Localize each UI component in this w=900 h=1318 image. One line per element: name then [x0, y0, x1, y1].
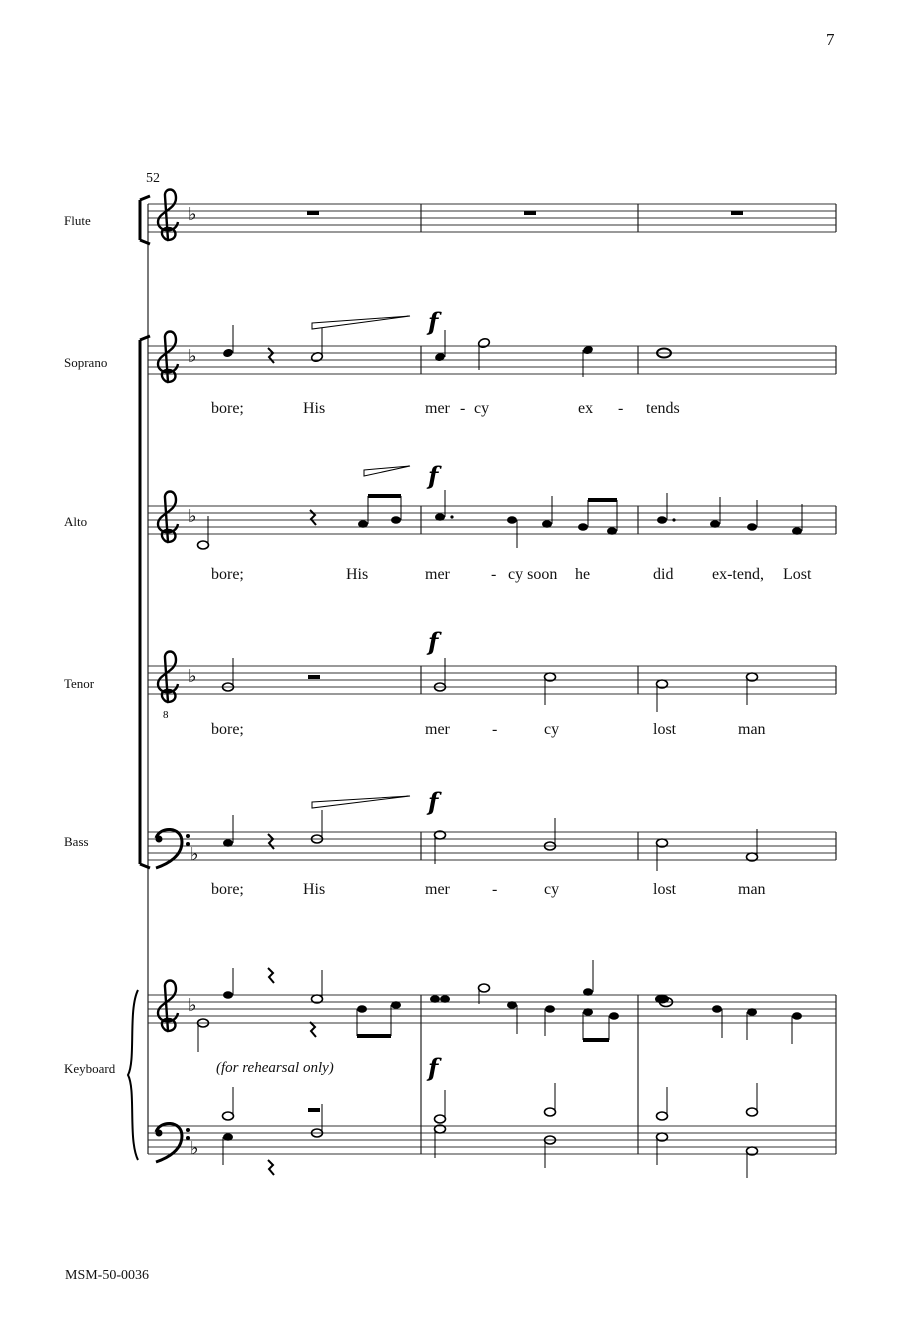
instrument-tenor: Tenor — [64, 676, 95, 691]
staff-tenor — [148, 666, 836, 694]
svg-text:♭: ♭ — [190, 844, 199, 865]
lyric-alto-2: His — [346, 566, 369, 583]
svg-text:♭: ♭ — [190, 1138, 199, 1159]
lyric-soprano-2: His — [303, 400, 326, 417]
lyric-soprano-5: cy — [474, 400, 490, 417]
keyboard-bass-notes — [223, 1083, 758, 1178]
alto-notes — [198, 466, 803, 549]
lyric-tenor-1: bore; — [211, 721, 244, 738]
tenor-octave-8: 8 — [163, 709, 169, 721]
instrument-alto: Alto — [64, 514, 88, 529]
svg-text:♭: ♭ — [188, 995, 197, 1016]
lyric-bass-7: man — [738, 881, 766, 898]
lyric-soprano-4: - — [460, 400, 466, 417]
lyric-tenor-5: lost — [653, 721, 677, 738]
dynamic-forte-soprano: f — [428, 307, 439, 336]
brace-keyboard — [128, 990, 138, 1160]
instrument-soprano: Soprano — [64, 355, 108, 370]
svg-text:♭: ♭ — [188, 506, 197, 527]
keyboard-rehearsal-note: (for rehearsal only) — [216, 1060, 334, 1076]
measure-number: 52 — [146, 171, 160, 186]
flute-rests — [307, 211, 743, 215]
page-number: 7 — [826, 30, 835, 49]
lyric-bass-2: His — [303, 881, 326, 898]
keyboard-treble-notes — [198, 960, 803, 1052]
staff-soprano — [148, 346, 836, 374]
staff-keyboard-bass — [148, 1126, 836, 1154]
catalog-code: MSM-50-0036 — [65, 1268, 150, 1283]
lyric-bass-1: bore; — [211, 881, 244, 898]
lyric-alto-1: bore; — [211, 566, 244, 583]
lyric-soprano-7: - — [618, 400, 624, 417]
lyric-tenor-4: cy — [544, 721, 560, 738]
staff-keyboard-treble — [148, 995, 836, 1023]
lyric-bass-6: lost — [653, 881, 677, 898]
svg-text:♭: ♭ — [188, 346, 197, 367]
lyric-alto-4: - — [491, 566, 497, 583]
lyric-tenor-6: man — [738, 721, 766, 738]
instrument-flute: Flute — [64, 213, 91, 228]
dynamic-forte-alto: f — [428, 461, 439, 490]
lyric-soprano-8: tends — [646, 400, 680, 417]
instrument-keyboard: Keyboard — [64, 1061, 116, 1076]
treble-clefs — [158, 190, 178, 1032]
staff-alto — [148, 506, 836, 534]
lyric-bass-3: mer — [425, 881, 450, 898]
staff-bass — [148, 832, 836, 860]
staff-flute — [148, 204, 836, 232]
lyric-soprano-6: ex — [578, 400, 594, 417]
instrument-bass: Bass — [64, 834, 89, 849]
lyric-tenor-3: - — [492, 721, 498, 738]
lyric-alto-3: mer — [425, 566, 450, 583]
lyric-alto-8: ex-tend, — [712, 566, 764, 583]
lyric-alto-5: cy soon — [508, 566, 558, 583]
lyric-alto-9: Lost — [783, 566, 812, 583]
dynamic-forte-tenor: f — [428, 627, 439, 656]
lyric-alto-6: he — [575, 566, 591, 583]
lyric-bass-4: - — [492, 881, 498, 898]
lyric-soprano-3: mer — [425, 400, 450, 417]
dynamic-forte-keyboard: f — [428, 1053, 439, 1082]
dynamic-forte-bass: f — [428, 787, 439, 816]
svg-text:♭: ♭ — [188, 204, 197, 225]
lyric-alto-7: did — [653, 566, 674, 583]
svg-text:♭: ♭ — [188, 666, 197, 687]
lyric-bass-5: cy — [544, 881, 560, 898]
lyric-tenor-2: mer — [425, 721, 450, 738]
lyric-soprano-1: bore; — [211, 400, 244, 417]
